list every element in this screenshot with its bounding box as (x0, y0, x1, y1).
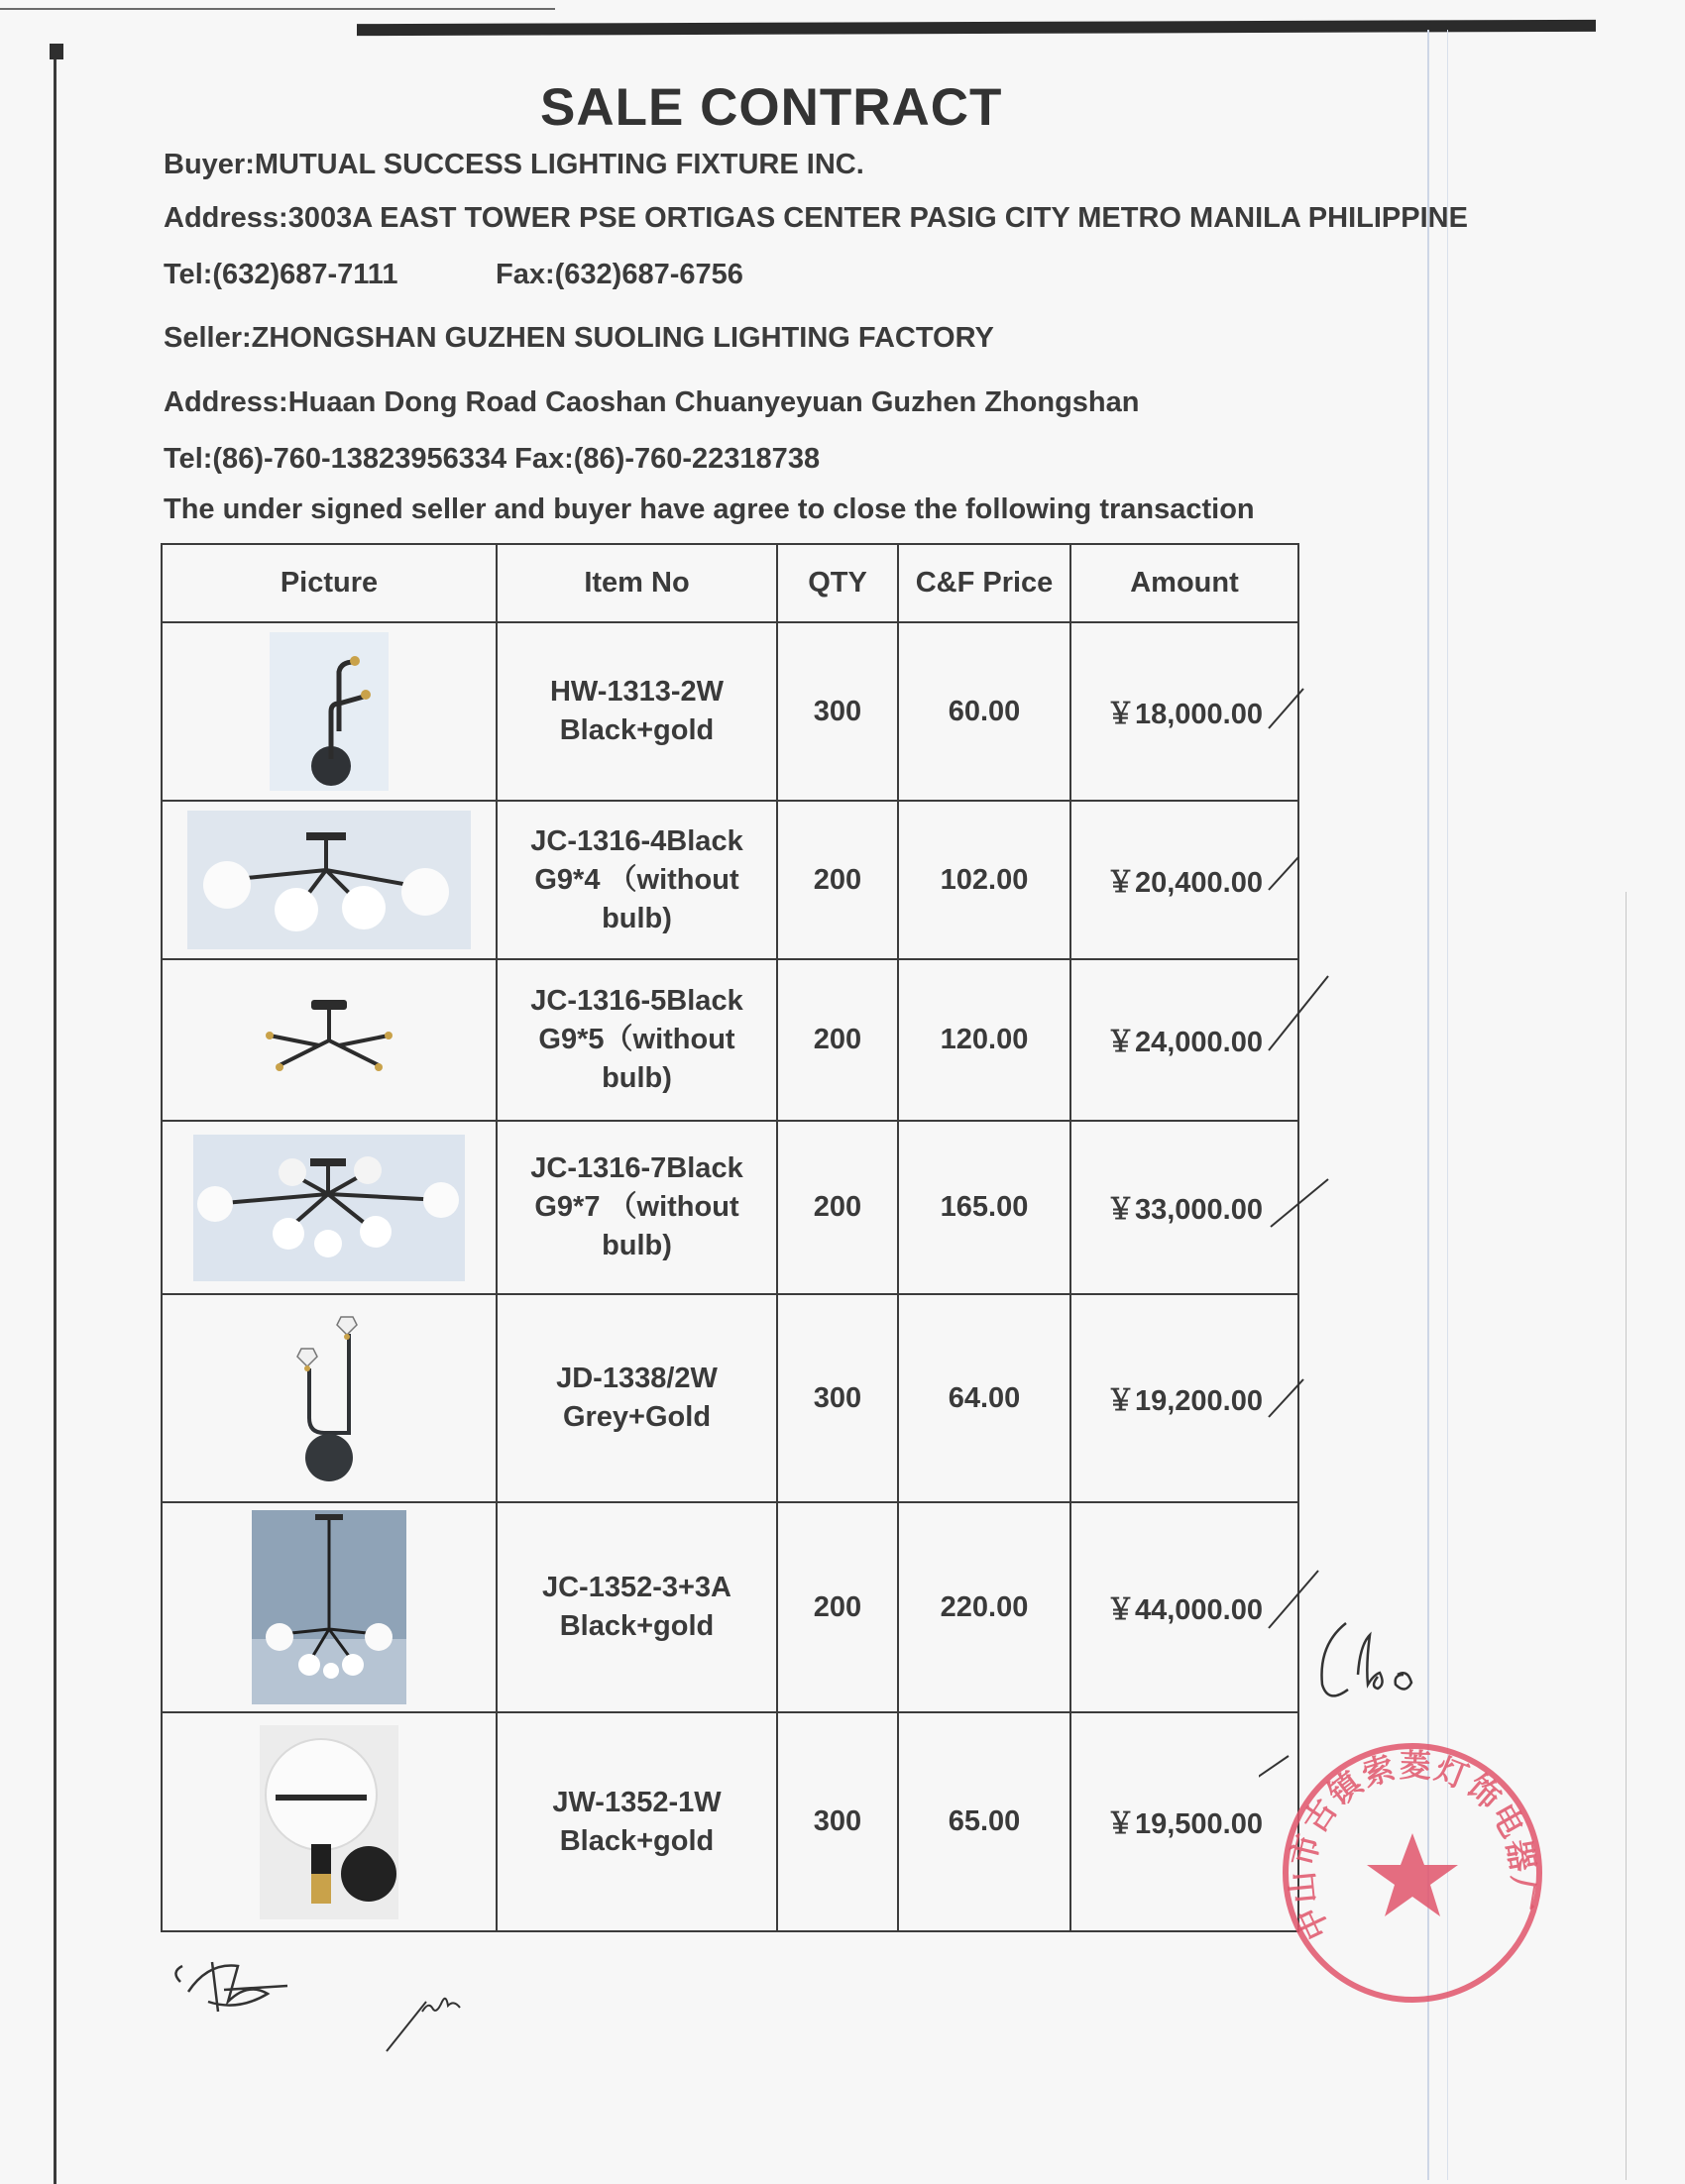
product-picture (162, 622, 497, 801)
header-price: C&F Price (898, 544, 1070, 622)
item-no (497, 959, 777, 1121)
ceiling-lamp-7-icon (193, 1135, 465, 1281)
paper-edge-line (1626, 892, 1627, 2180)
amount: ￥18,000.00 (1070, 622, 1298, 801)
amount: ￥19,200.00 (1070, 1294, 1298, 1502)
price: 120.00 (898, 959, 1070, 1121)
globe-wall-lamp-icon (260, 1725, 398, 1919)
item-no-text: HW-1313-2W Black+gold (549, 676, 725, 746)
item-no (497, 622, 777, 801)
check-mark (1269, 976, 1328, 1050)
price: 102.00 (898, 801, 1070, 959)
buyer-name: Buyer:MUTUAL SUCCESS LIGHTING FIXTURE INC. (164, 149, 864, 180)
scan-corner-mark (50, 44, 63, 59)
price: 220.00 (898, 1502, 1070, 1712)
item-no-text: JC-1316-4Black G9*4 （without bulb) (530, 824, 743, 934)
item-no-text: JC-1316-5Black G9*5（without bulb) (530, 985, 743, 1094)
product-picture (162, 1712, 497, 1931)
table-row (162, 622, 1298, 801)
seller-signature (168, 1942, 327, 2031)
company-seal-stamp (1274, 1734, 1551, 2012)
amount: ￥19,500.00 (1070, 1712, 1298, 1931)
price: 64.00 (898, 1294, 1070, 1502)
item-no (497, 801, 777, 959)
qty: 200 (777, 1502, 898, 1712)
product-picture (162, 1502, 497, 1712)
item-no (497, 1121, 777, 1294)
header-picture: Picture (162, 544, 497, 622)
transaction-statement: The under signed seller and buyer have agree to close the following transaction (164, 493, 1255, 525)
item-no-text: JC-1316-7Black G9*7 （without bulb) (530, 1152, 743, 1261)
ceiling-lamp-4-icon (187, 811, 471, 949)
amount: ￥24,000.00 (1070, 959, 1298, 1121)
buyer-fax: Fax:(632)687-6756 (496, 259, 743, 290)
item-no-text: JD-1338/2W Grey+Gold (556, 1363, 718, 1433)
header-qty: QTY (777, 544, 898, 622)
item-no-text: JC-1352-3+3A Black+gold (541, 1572, 732, 1642)
qty: 300 (777, 1712, 898, 1931)
seller-tel-fax: Tel:(86)-760-13823956334 Fax:(86)-760-22318738 (164, 443, 821, 475)
scan-edge-bar (357, 20, 1596, 36)
product-picture (162, 1294, 497, 1502)
contract-table (161, 543, 1299, 1932)
buyer-signature (1308, 1605, 1457, 1714)
item-no (497, 1294, 777, 1502)
qty: 200 (777, 801, 898, 959)
qty: 200 (777, 959, 898, 1121)
scan-edge-line (0, 8, 555, 10)
product-picture (162, 959, 497, 1121)
amount: ￥20,400.00 (1070, 801, 1298, 959)
table-row (162, 959, 1298, 1121)
amount: ￥44,000.00 (1070, 1502, 1298, 1712)
table-row (162, 1121, 1298, 1294)
price: 165.00 (898, 1121, 1070, 1294)
initials-signature (377, 1972, 496, 2061)
check-mark (1271, 1179, 1328, 1227)
table-header-row (162, 544, 1298, 622)
seller-name: Seller:ZHONGSHAN GUZHEN SUOLING LIGHTING FACTORY (164, 322, 994, 354)
page-title: SALE CONTRACT (540, 78, 1003, 137)
product-picture (162, 1121, 497, 1294)
check-mark (1269, 689, 1303, 728)
table-row (162, 1712, 1298, 1931)
qty: 200 (777, 1121, 898, 1294)
table-row (162, 1294, 1298, 1502)
qty: 300 (777, 622, 898, 801)
qty: 300 (777, 1294, 898, 1502)
item-no-text: JW-1352-1W Black+gold (552, 1786, 722, 1857)
buyer-tel: Tel:(632)687-7111 (164, 259, 398, 290)
seller-address: Address:Huaan Dong Road Caoshan Chuanyeyuan Guzhen Zhongshan (164, 386, 1140, 418)
header-amount: Amount (1070, 544, 1298, 622)
pendant-lamp-icon (252, 1510, 406, 1704)
amount: ￥33,000.00 (1070, 1121, 1298, 1294)
header-item-no: Item No (497, 544, 777, 622)
scan-left-edge (54, 44, 56, 2184)
stamp-text: 中山市古镇索菱灯饰电器厂 (1282, 1746, 1543, 1946)
price: 60.00 (898, 622, 1070, 801)
wall-lamp-icon (270, 632, 389, 791)
price: 65.00 (898, 1712, 1070, 1931)
check-mark (1269, 857, 1298, 890)
wall-lamp-crystal-icon (270, 1309, 389, 1487)
table-row (162, 801, 1298, 959)
ceiling-lamp-5-icon (250, 986, 408, 1095)
buyer-address: Address:3003A EAST TOWER PSE ORTIGAS CENTER PASIG CITY METRO MANILA PHILIPPINE (164, 202, 1468, 234)
table-row (162, 1502, 1298, 1712)
product-picture (162, 801, 497, 959)
item-no (497, 1502, 777, 1712)
check-mark (1269, 1379, 1303, 1417)
item-no (497, 1712, 777, 1931)
